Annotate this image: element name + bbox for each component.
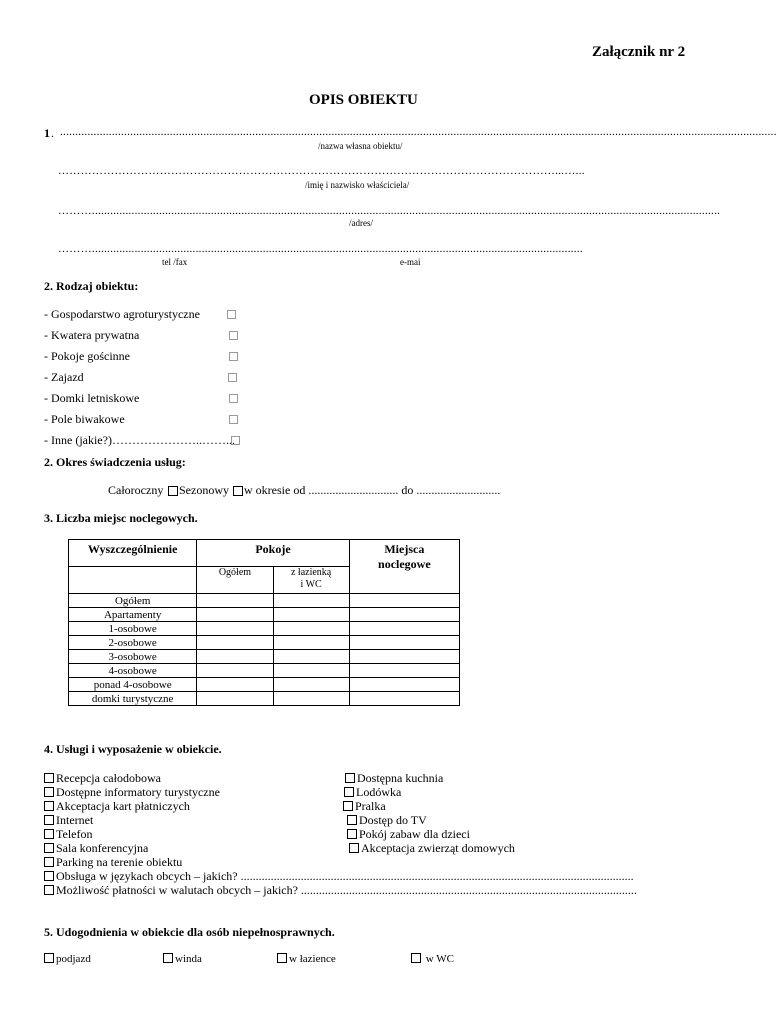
owner-field-label: /imię i nazwisko właściciela/	[305, 180, 410, 190]
subheader-bath: z łazienką i WC	[273, 567, 349, 594]
checkbox-icon[interactable]	[44, 843, 54, 853]
row-label: Apartamenty	[69, 608, 197, 622]
checkbox-icon[interactable]	[44, 857, 54, 867]
cell[interactable]	[197, 608, 273, 622]
section5-heading: 5. Udogodnienia w obiekcie dla osób niepełnosprawnych.	[44, 925, 335, 939]
service-item[interactable]: Recepcja całodobowa	[44, 771, 161, 786]
checkbox-other[interactable]	[231, 436, 240, 445]
type-item: - Inne (jakie?)…………………..……...	[44, 433, 235, 447]
tel-label: tel /fax	[162, 257, 188, 267]
type-item: - Gospodarstwo agroturystyczne	[44, 307, 200, 321]
cell[interactable]	[197, 594, 273, 608]
checkbox-icon[interactable]	[163, 953, 173, 963]
cell[interactable]	[349, 678, 459, 692]
type-item: - Pokoje gościnne	[44, 349, 130, 363]
cell[interactable]	[197, 678, 273, 692]
cell[interactable]	[273, 622, 349, 636]
full-year-label: Całoroczny	[108, 483, 164, 497]
seasonal-label: Sezonowy	[179, 483, 229, 497]
cell[interactable]	[197, 650, 273, 664]
checkbox-cottages[interactable]	[229, 394, 238, 403]
service-item[interactable]: Dostępne informatory turystyczne	[44, 785, 220, 800]
checkbox-icon[interactable]	[345, 773, 355, 783]
header-item: Wyszczególnienie	[69, 540, 197, 567]
cell[interactable]	[349, 692, 459, 706]
section1-number: 1	[44, 126, 50, 140]
service-item[interactable]: Pokój zabaw dla dzieci	[347, 827, 470, 842]
checkbox-icon[interactable]	[343, 801, 353, 811]
subheader-total: Ogółem	[197, 567, 273, 594]
name-field-dots[interactable]: ...........................................................................................................................................................................................................................................	[60, 126, 777, 138]
cell[interactable]	[349, 594, 459, 608]
service-item[interactable]: Parking na terenie obiektu	[44, 855, 182, 870]
beds-table	[68, 539, 460, 706]
type-item: - Domki letniskowe	[44, 391, 140, 405]
cell[interactable]	[273, 664, 349, 678]
owner-field-dots[interactable]: ……………………………………………………………………………………………………………………...…...	[58, 165, 585, 177]
row-label: 1-osobowe	[69, 622, 197, 636]
service-item[interactable]: Sala konferencyjna	[44, 841, 148, 856]
type-item: - Zajazd	[44, 370, 84, 384]
service-item[interactable]: Dostępna kuchnia	[345, 771, 443, 786]
checkbox-icon[interactable]	[349, 843, 359, 853]
checkbox-agritourism[interactable]	[227, 310, 236, 319]
service-item[interactable]: Akceptacja zwierząt domowych	[349, 841, 515, 856]
checkbox-icon[interactable]	[344, 787, 354, 797]
cell[interactable]	[349, 622, 459, 636]
service-item[interactable]: Internet	[44, 813, 93, 828]
checkbox-icon[interactable]	[44, 885, 54, 895]
access-item[interactable]: w łazience	[277, 953, 336, 965]
cell[interactable]	[273, 650, 349, 664]
cell[interactable]	[273, 678, 349, 692]
service-item[interactable]: Dostęp do TV	[347, 813, 427, 828]
service-item[interactable]: Lodówka	[344, 785, 401, 800]
cell[interactable]	[349, 636, 459, 650]
checkbox-icon[interactable]	[44, 815, 54, 825]
checkbox-icon[interactable]	[44, 829, 54, 839]
service-item[interactable]: Telefon	[44, 827, 92, 842]
row-label: Ogółem	[69, 594, 197, 608]
header-beds: Miejsca noclegowe	[349, 540, 459, 594]
cell[interactable]	[197, 692, 273, 706]
name-field-label: /nazwa własna obiektu/	[318, 141, 403, 151]
access-item[interactable]: w WC	[411, 953, 454, 965]
page-title: OPIS OBIEKTU	[309, 92, 418, 108]
checkbox-icon[interactable]	[347, 829, 357, 839]
access-item[interactable]: winda	[163, 953, 202, 965]
type-item: - Pole biwakowe	[44, 412, 125, 426]
cell[interactable]	[349, 608, 459, 622]
checkbox-icon[interactable]	[44, 953, 54, 963]
checkbox-full-year[interactable]	[168, 486, 178, 496]
contact-field-dots[interactable]: ……….................................................................................................................................................................	[58, 243, 583, 255]
checkbox-inn[interactable]	[228, 373, 237, 382]
section3-heading: 3. Liczba miejsc noclegowych.	[44, 511, 198, 525]
checkbox-icon[interactable]	[411, 953, 421, 963]
cell[interactable]	[349, 664, 459, 678]
type-item: - Kwatera prywatna	[44, 328, 140, 342]
checkbox-icon[interactable]	[277, 953, 287, 963]
row-label: domki turystyczne	[69, 692, 197, 706]
row-label: 4-osobowe	[69, 664, 197, 678]
checkbox-campsite[interactable]	[229, 415, 238, 424]
access-item[interactable]: podjazd	[44, 953, 91, 965]
languages-item[interactable]: Obsługa w językach obcych – jakich? ...................................................................................................................................	[44, 869, 634, 884]
cell[interactable]	[273, 594, 349, 608]
row-label: 3-osobowe	[69, 650, 197, 664]
row-label: 2-osobowe	[69, 636, 197, 650]
checkbox-icon[interactable]	[44, 773, 54, 783]
checkbox-icon[interactable]	[44, 801, 54, 811]
cell[interactable]	[273, 692, 349, 706]
section4-heading: 4. Usługi i wyposażenie w obiekcie.	[44, 742, 222, 756]
checkbox-icon[interactable]	[347, 815, 357, 825]
address-field-label: /adres/	[349, 218, 373, 228]
currency-item[interactable]: Możliwość płatności w walutach obcych – jakich? ................................................................................................................	[44, 883, 637, 898]
checkbox-seasonal[interactable]	[233, 486, 243, 496]
section2-heading: 2. Rodzaj obiektu:	[44, 279, 139, 293]
season-period[interactable]: w okresie od .............................. do ............................	[244, 483, 501, 497]
address-field-dots[interactable]: ………..............................................................................................................................................................................................................	[58, 205, 721, 217]
checkbox-guest-rooms[interactable]	[229, 352, 238, 361]
header-rooms: Pokoje	[197, 540, 349, 567]
cell[interactable]	[197, 636, 273, 650]
cell[interactable]	[273, 608, 349, 622]
service-item[interactable]: Akceptacja kart płatniczych	[44, 799, 190, 814]
cell[interactable]	[273, 636, 349, 650]
cell[interactable]	[197, 622, 273, 636]
email-label: e-mai	[400, 257, 421, 267]
cell[interactable]	[349, 650, 459, 664]
service-item[interactable]: Pralka	[343, 799, 386, 814]
section2b-heading: 2. Okres świadczenia usług:	[44, 455, 186, 469]
checkbox-icon[interactable]	[44, 871, 54, 881]
checkbox-private-lodging[interactable]	[229, 331, 238, 340]
annex-number: Załącznik nr 2	[592, 44, 686, 60]
checkbox-icon[interactable]	[44, 787, 54, 797]
row-label: ponad 4-osobowe	[69, 678, 197, 692]
cell[interactable]	[197, 664, 273, 678]
